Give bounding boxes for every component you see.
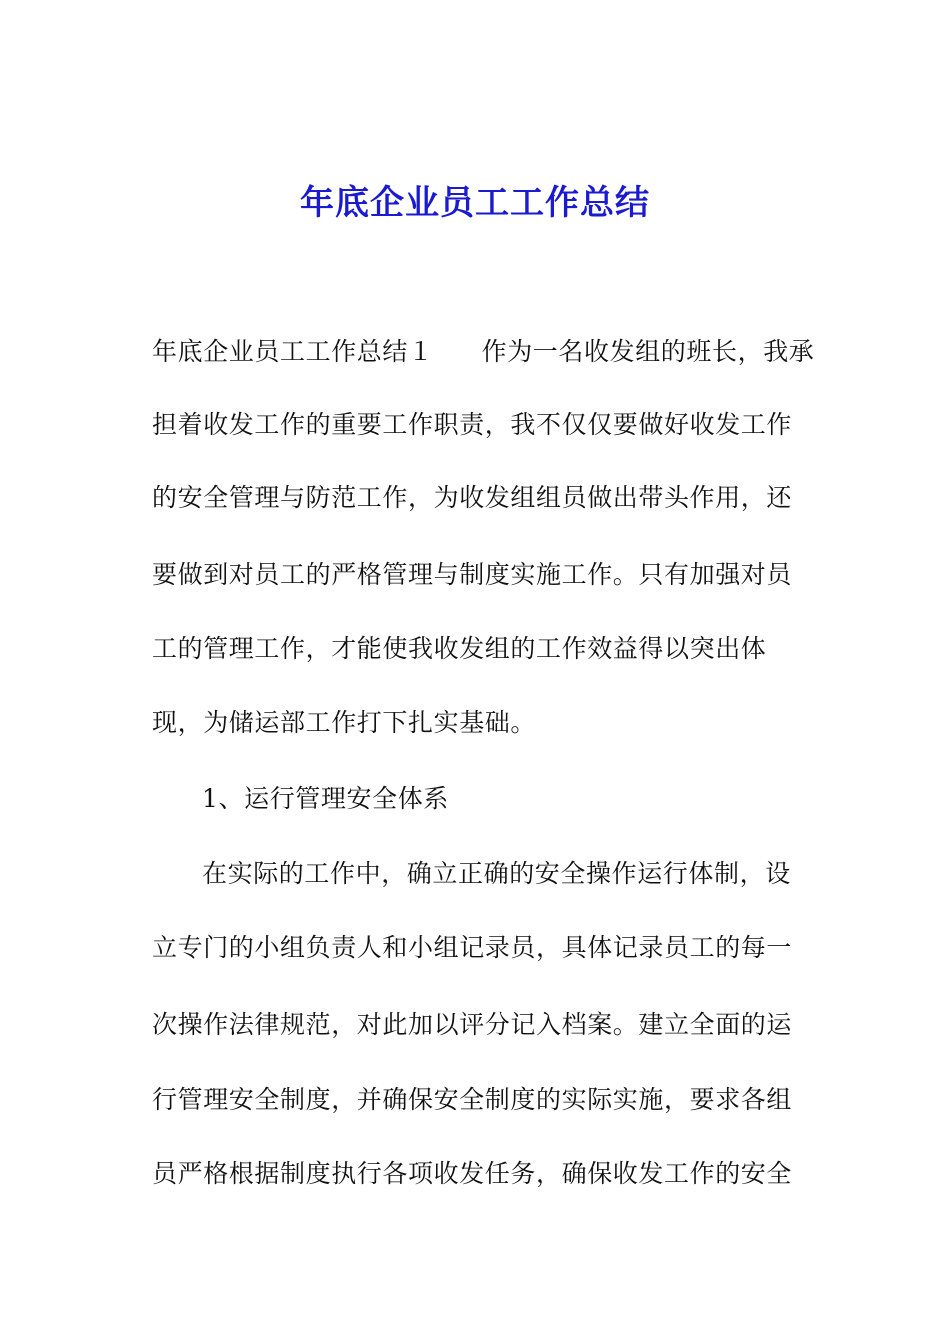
paragraph-line: 员严格根据制度执行各项收发任务，确保收发工作的安全 — [152, 1159, 793, 1188]
section-heading: 1、运行管理安全体系 — [202, 784, 449, 813]
paragraph-line: 行管理安全制度，并确保安全制度的实际实施，要求各组 — [152, 1085, 793, 1114]
paragraph-line: 要做到对员工的严格管理与制度实施工作。只有加强对员 — [152, 560, 793, 589]
paragraph-line: 立专门的小组负责人和小组记录员，具体记录员工的每一 — [152, 933, 793, 962]
paragraph-text: 作为一名收发组的班长，我承 — [481, 337, 815, 366]
paragraph-line: 的安全管理与防范工作，为收发组组员做出带头作用，还 — [152, 483, 793, 512]
paragraph-line — [152, 332, 832, 372]
section-heading-inline: 年底企业员工工作总结１ — [152, 337, 434, 366]
paragraph-line: 次操作法律规范，对此加以评分记入档案。建立全面的运 — [152, 1010, 793, 1039]
paragraph-line: 工的管理工作，才能使我收发组的工作效益得以突出体 — [152, 634, 767, 663]
paragraph-line: 在实际的工作中，确立正确的安全操作运行体制，设 — [202, 859, 791, 888]
document-title: 年底企业员工工作总结 — [300, 183, 650, 223]
paragraph-line: 担着收发工作的重要工作职责，我不仅仅要做好收发工作 — [152, 410, 793, 439]
paragraph-line: 现，为储运部工作打下扎实基础。 — [152, 708, 537, 737]
